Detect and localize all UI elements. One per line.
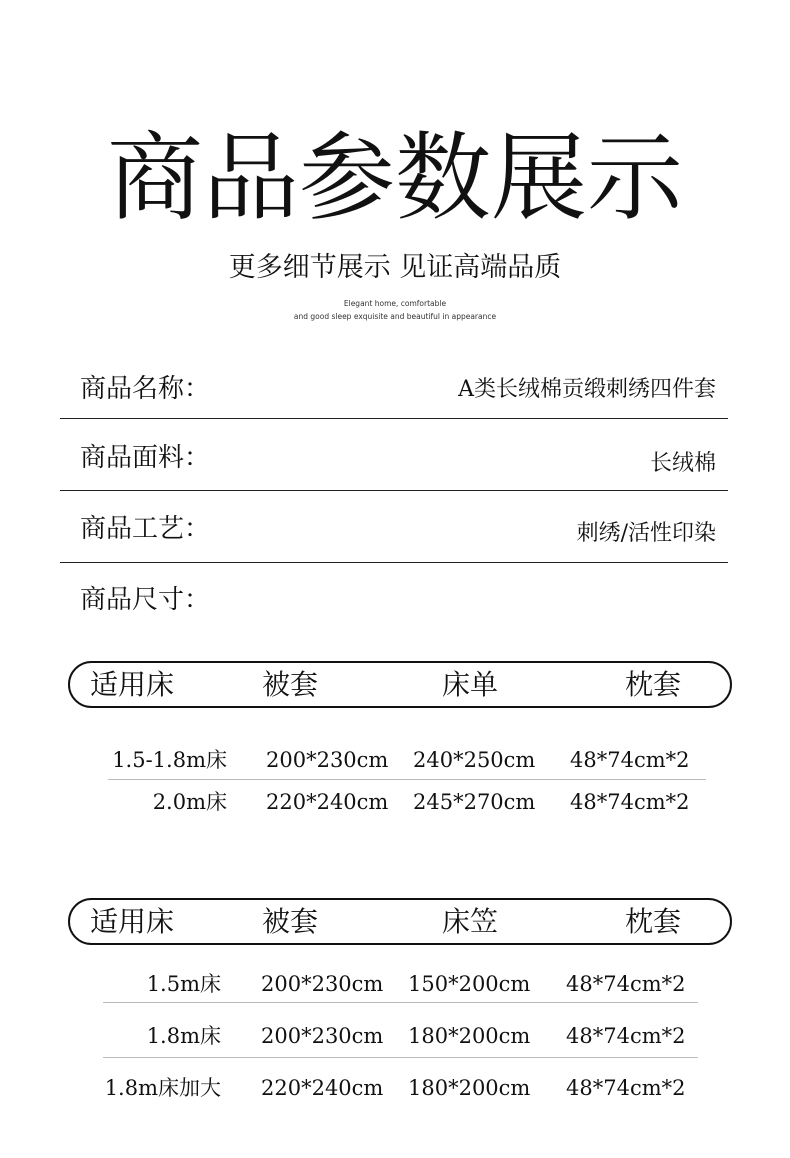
table1-header-pillowcase: 枕套 — [625, 668, 682, 701]
english-tagline-line1: Elegant home, comfortable — [343, 299, 447, 308]
page-subtitle: 更多细节展示 见证高端品质 — [228, 252, 562, 283]
english-tagline-line2: and good sleep exquisite and beautiful in appearance — [293, 312, 497, 321]
table-cell: 48*74cm*2 — [566, 1076, 686, 1100]
divider — [60, 490, 728, 491]
param-label-size: 商品尺寸： — [80, 585, 211, 615]
table-cell: 1.5-1.8m床 — [112, 748, 227, 772]
table-cell: 245*270cm — [413, 790, 536, 814]
table-cell: 1.8m床加大 — [104, 1076, 221, 1100]
table2-header-bed: 适用床 — [90, 905, 175, 938]
table-cell: 180*200cm — [408, 1076, 531, 1100]
table-cell: 48*74cm*2 — [566, 1024, 686, 1048]
table-cell: 2.0m床 — [152, 790, 227, 814]
table-cell: 200*230cm — [261, 972, 384, 996]
table-cell: 48*74cm*2 — [570, 790, 690, 814]
divider — [60, 562, 728, 563]
row-divider — [103, 1002, 698, 1003]
table-cell: 150*200cm — [408, 972, 531, 996]
divider — [60, 418, 728, 419]
table1-header-sheet: 床单 — [442, 668, 499, 701]
table2-header-pillowcase: 枕套 — [625, 905, 682, 938]
param-value-craft: 刺绣/活性印染 — [576, 521, 716, 546]
param-label-craft: 商品工艺： — [80, 514, 211, 544]
table-cell: 200*230cm — [261, 1024, 384, 1048]
param-value-name: A类长绒棉贡缎刺绣四件套 — [458, 377, 716, 402]
table-cell: 240*250cm — [413, 748, 536, 772]
table-cell: 220*240cm — [266, 790, 389, 814]
table-cell: 180*200cm — [408, 1024, 531, 1048]
table2-header-fitted-sheet: 床笠 — [442, 905, 499, 938]
row-divider — [103, 1057, 698, 1058]
table-cell: 1.8m床 — [146, 1024, 221, 1048]
param-label-fabric: 商品面料： — [80, 443, 211, 473]
row-divider — [108, 779, 706, 780]
table-cell: 48*74cm*2 — [570, 748, 690, 772]
table2-header-duvet: 被套 — [262, 905, 319, 938]
table-cell: 200*230cm — [266, 748, 389, 772]
table1-header-bed: 适用床 — [90, 668, 175, 701]
table-cell: 48*74cm*2 — [566, 972, 686, 996]
table1-header-duvet: 被套 — [262, 668, 319, 701]
param-value-fabric: 长绒棉 — [649, 451, 716, 476]
table-cell: 220*240cm — [261, 1076, 384, 1100]
page-title: 商品参数展示 — [107, 122, 683, 234]
param-label-name: 商品名称： — [80, 374, 211, 404]
table-cell: 1.5m床 — [146, 972, 221, 996]
